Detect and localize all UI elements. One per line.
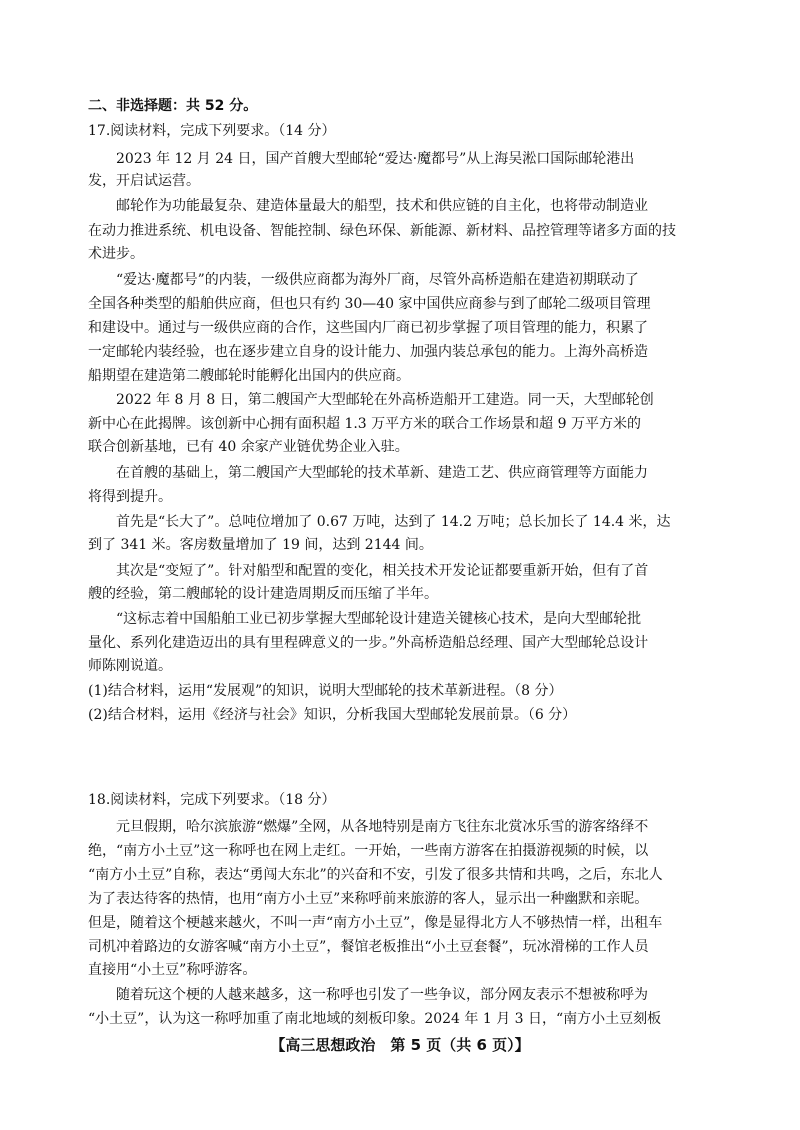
q18-paragraph-line: “南方小土豆”自称，表达“勇闯大东北”的兴奋和不安，引发了很多共情和共鸣，之后，东北人 [88,867,663,883]
q18-title: 18.阅读材料，完成下列要求。（18 分） [88,792,336,808]
q17-paragraph-line: “这标志着中国船舶工业已初步掌握大型邮轮设计建造关键核心技术，是向大型邮轮批 [116,611,642,627]
page-footer: 【高三思想政治 第 5 页（共 6 页）】 [270,1036,530,1054]
q18-paragraph-line: 为了表达待客的热情，也用“南方小土豆”来称呼前来旅游的客人，显示出一种幽默和亲昵。 [88,891,649,907]
q18-paragraph-line: “小土豆”，认为这一称呼加重了南北地域的刻板印象。2024 年 1 月 3 日，“南方小土豆刻板 [88,1011,662,1027]
q17-paragraph-line: 到了 341 米。客房数量增加了 19 间，达到 2144 间。 [88,537,433,553]
q17-paragraph-line: 全国各种类型的船舶供应商，但也只有约 30—40 家中国供应商参与到了邮轮二级项目管理 [88,296,651,312]
q17-paragraph-line: 在动力推进系统、机电设备、智能控制、绿色环保、新能源、新材料、品控管理等诸多方面的技 [88,223,676,239]
q17-paragraph-line: 将得到提升。 [88,489,172,505]
q17-paragraph-line: 一定邮轮内装经验，也在逐步建立自身的设计能力、加强内装总承包的能力。上海外高桥造 [88,344,648,360]
q17-question-2: (2)结合材料，运用《经济与社会》知识，分析我国大型邮轮发展前景。（6 分） [88,707,577,723]
q18-paragraph-line: 元旦假期，哈尔滨旅游“燃爆”全网，从各地特别是南方飞往东北赏冰乐雪的游客络绎不 [116,819,649,835]
q18-paragraph-line: 绝，“南方小土豆”这一称呼也在网上走红。一开始，一些南方游客在拍摄游视频的时候，以 [88,843,649,859]
q18-paragraph-line: 直接用“小土豆”称呼游客。 [88,962,257,978]
q17-paragraph-line: “爱达·魔都号”的内装，一级供应商都为海外厂商，尽管外高桥造船在建造初期联动了 [116,272,639,288]
q17-paragraph-line: 2022 年 8 月 8 日，第二艘国产大型邮轮在外高桥造船开工建造。同一天，大型邮轮创 [116,392,654,408]
section-heading: 二、非选择题：共 52 分。 [88,98,258,114]
q18-paragraph-line: 随着玩这个梗的人越来越多，这一称呼也引发了一些争议，部分网友表示不想被称呼为 [116,987,648,1003]
q17-paragraph-line: 邮轮作为功能最复杂、建造体量最大的船型，技术和供应链的自主化，也将带动制造业 [116,198,648,214]
q17-paragraph-line: 师陈刚说道。 [88,658,172,674]
q17-paragraph-line: 2023 年 12 月 24 日，国产首艘大型邮轮“爱达·魔都号”从上海吴淞口国际邮轮港出 [116,151,635,167]
q17-paragraph-line: 术进步。 [88,246,144,262]
q17-paragraph-line: 发，开启试运营。 [88,173,200,189]
q17-paragraph-line: 船期望在建造第二艘邮轮时能孵化出国内的供应商。 [88,368,410,384]
q17-paragraph-line: 在首艘的基础上，第二艘国产大型邮轮的技术革新、建造工艺、供应商管理等方面能力 [116,465,648,481]
q17-paragraph-line: 其次是“变短了”。针对船型和配置的变化，相关技术开发论证都要重新开始，但有了首 [116,563,649,579]
q17-question-1: (1)结合材料，运用“发展观”的知识，说明大型邮轮的技术革新进程。（8 分） [88,683,563,699]
q17-paragraph-line: 首先是“长大了”。总吨位增加了 0.67 万吨，达到了 14.2 万吨；总长加长了 14.4 米，达 [116,514,671,530]
q18-paragraph-line: 但是，随着这个梗越来越火，不叫一声“南方小土豆”，像是显得北方人不够热情一样，出租车 [88,915,663,931]
q17-title: 17.阅读材料，完成下列要求。（14 分） [88,123,336,139]
q17-paragraph-line: 联合创新基地，已有 40 余家产业链优势企业入驻。 [88,439,409,455]
q17-paragraph-line: 量化、系列化建造迈出的具有里程碑意义的一步。”外高桥造船总经理、国产大型邮轮总设计 [88,635,649,651]
q17-paragraph-line: 和建设中。通过与一级供应商的合作，这些国内厂商已初步掌握了项目管理的能力，积累了 [88,320,648,336]
q17-paragraph-line: 新中心在此揭牌。该创新中心拥有面积超 1.3 万平方米的联合工作场景和超 9 万平方米的 [88,416,641,432]
q18-paragraph-line: 司机冲着路边的女游客喊“南方小土豆”，餐馆老板推出“小土豆套餐”，玩冰滑梯的工作人员 [88,939,649,955]
q17-paragraph-line: 艘的经验，第二艘邮轮的设计建造周期反而压缩了半年。 [88,586,438,602]
